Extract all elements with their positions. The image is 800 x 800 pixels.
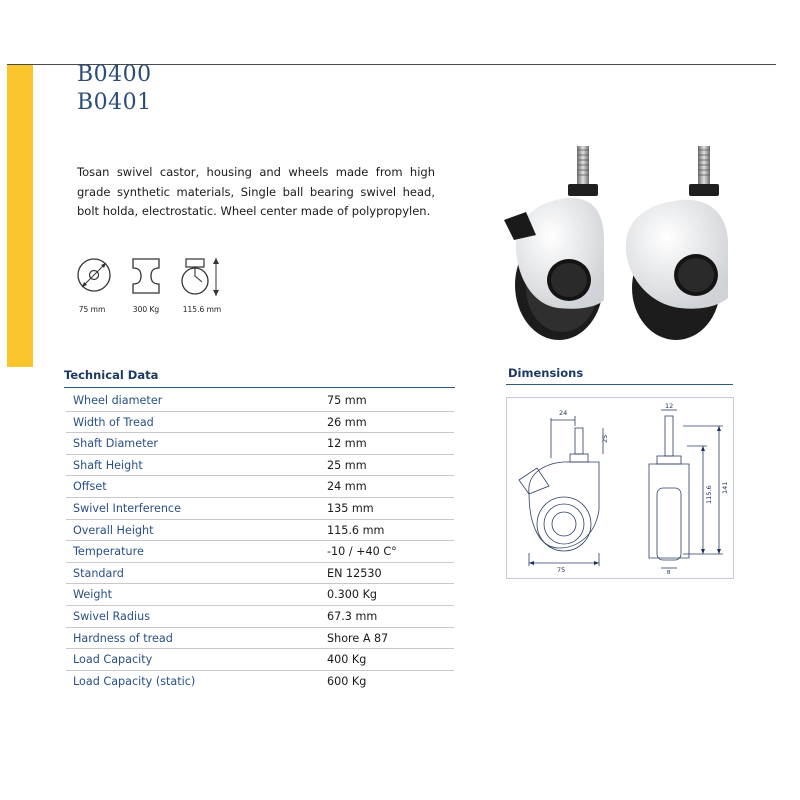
row-label: Temperature xyxy=(73,545,144,559)
row-value: 135 mm xyxy=(327,501,374,515)
row-label: Width of Tread xyxy=(73,415,154,429)
table-row xyxy=(66,390,454,412)
dim-label-total-height: 141 xyxy=(721,481,729,494)
technical-data-rule xyxy=(64,387,455,388)
row-value: 400 Kg xyxy=(327,653,367,667)
row-label: Offset xyxy=(73,480,107,494)
spec-caption-load: 300 Kg xyxy=(132,305,160,314)
dimensions-rule xyxy=(506,384,733,385)
dimensions-title: Dimensions xyxy=(508,366,584,380)
table-row xyxy=(66,520,454,542)
row-value: 12 mm xyxy=(327,437,367,451)
table-row xyxy=(66,541,454,563)
row-label: Hardness of tread xyxy=(73,631,173,645)
row-label: Load Capacity xyxy=(73,653,153,667)
table-row xyxy=(66,455,454,477)
accent-bar xyxy=(7,65,33,367)
row-value: 25 mm xyxy=(327,458,367,472)
dimension-drawing xyxy=(507,398,733,578)
table-row xyxy=(66,563,454,585)
dim-label-wheel-width: 75 xyxy=(557,566,566,574)
row-value: 115.6 mm xyxy=(327,523,385,537)
overall-height-icon xyxy=(180,256,222,298)
wheel-diameter-icon xyxy=(75,256,113,294)
dim-label-height: 115.6 xyxy=(705,485,713,504)
row-label: Wheel diameter xyxy=(73,394,163,407)
table-row xyxy=(66,584,454,606)
table-row xyxy=(66,433,454,455)
row-label: Swivel Interference xyxy=(73,501,181,515)
technical-data-table xyxy=(66,390,454,691)
table-row xyxy=(66,606,454,628)
spec-caption-diameter: 75 mm xyxy=(78,305,106,314)
technical-data-title: Technical Data xyxy=(64,368,159,382)
row-label: Swivel Radius xyxy=(73,609,151,623)
product-code-2: B0401 xyxy=(77,90,152,115)
row-label: Shaft Diameter xyxy=(73,437,158,451)
row-value: 600 Kg xyxy=(327,674,367,688)
table-row xyxy=(66,412,454,434)
row-value: 75 mm xyxy=(327,394,367,407)
row-value: Shore A 87 xyxy=(327,631,389,645)
dim-label-tread: B xyxy=(667,570,671,576)
product-description: Tosan swivel castor, housing and wheels made from high grade synthetic materials, Single ball bearing swivel head, bolt holda, electrostatic. Wheel center made of polypropylen. xyxy=(77,165,435,218)
row-value: EN 12530 xyxy=(327,566,382,580)
row-value: 67.3 mm xyxy=(327,609,378,623)
row-label: Weight xyxy=(73,588,112,602)
row-value: 26 mm xyxy=(327,415,367,429)
table-row xyxy=(66,649,454,671)
row-value: 0.300 Kg xyxy=(327,588,378,602)
spec-caption-height: 115.6 mm xyxy=(182,305,222,314)
dim-label-shaft-diameter: 12 xyxy=(665,402,674,410)
dimension-drawing-frame xyxy=(506,397,734,579)
row-label: Overall Height xyxy=(73,523,154,537)
row-label: Load Capacity (static) xyxy=(73,674,196,688)
table-row xyxy=(66,476,454,498)
table-row xyxy=(66,671,454,692)
dim-label-shaft-height: 25 xyxy=(601,434,609,443)
castor-product-photo xyxy=(496,140,756,340)
table-row xyxy=(66,498,454,520)
load-capacity-icon xyxy=(130,256,162,296)
dim-label-offset: 24 xyxy=(559,409,568,417)
row-label: Standard xyxy=(73,566,124,580)
row-value: -10 / +40 C° xyxy=(327,545,397,559)
product-code-1: B0400 xyxy=(77,62,152,87)
row-label: Shaft Height xyxy=(73,458,143,472)
row-value: 24 mm xyxy=(327,480,367,494)
table-row xyxy=(66,628,454,650)
